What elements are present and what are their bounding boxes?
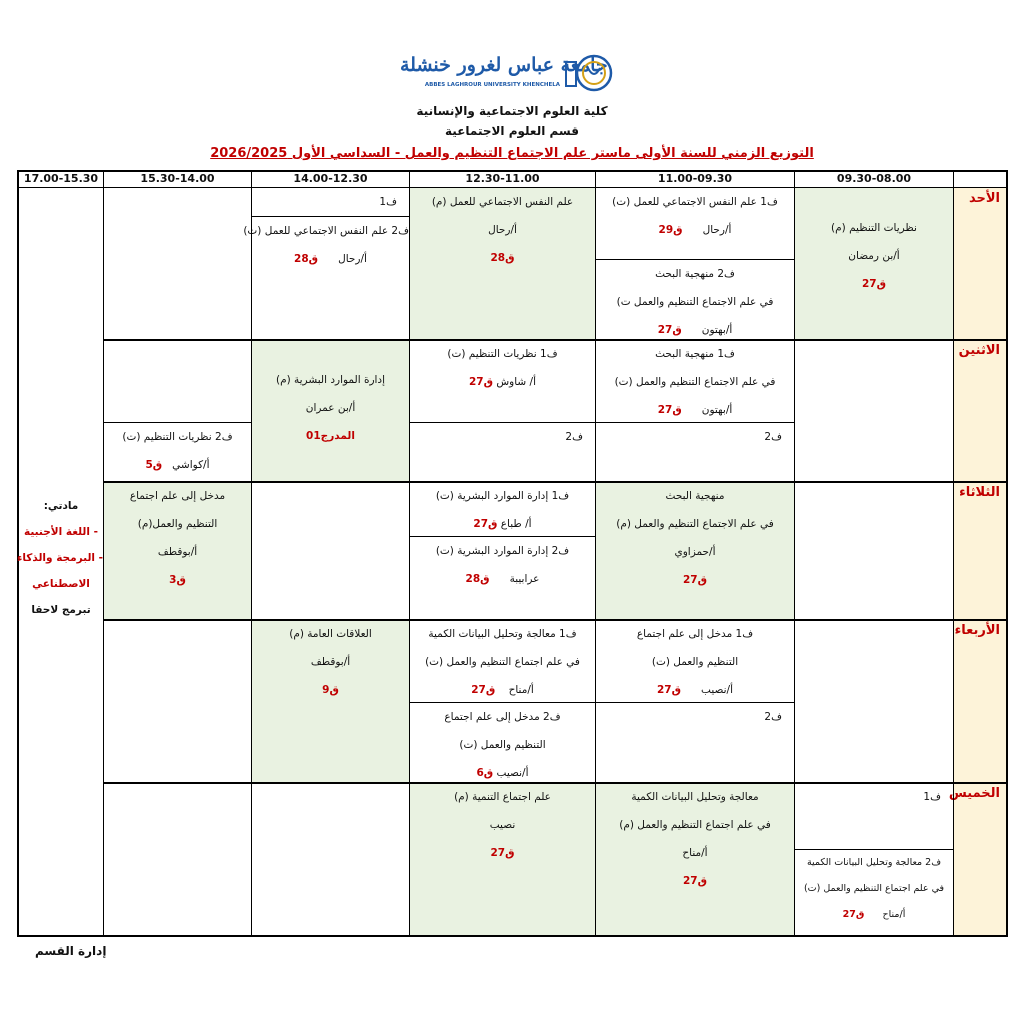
tue-slot5 (103, 481, 252, 620)
faculty-name: كلية العلوم الاجتماعية والإنسانية (416, 104, 608, 118)
day-wednesday: الأربعاء (953, 619, 1007, 783)
course-name: ف1 معالجة وتحليل البيانات الكمية (428, 628, 577, 640)
course-name: العلاقات العامة (م) (289, 628, 372, 640)
sun-slot2-group2 (595, 259, 795, 340)
course-subtitle: في علم الاجتماع التنظيم والعمل (م) (616, 518, 774, 530)
time-slot-3: 12.30-11.00 (409, 171, 596, 188)
tue-slot2 (595, 481, 795, 620)
sun-slot4-group2 (243, 216, 410, 340)
course-name: ف1 علم النفس الاجتماعي للعمل (ت) (612, 196, 778, 208)
sun-slot4-group1 (251, 187, 410, 217)
room-label: ق27 (682, 875, 707, 887)
mon-slot4 (251, 339, 410, 482)
mon-slot1 (794, 339, 954, 482)
course-name: مدخل إلى علم اجتماع (129, 490, 226, 502)
teacher-name: أ/نصيب (701, 684, 733, 696)
thu-slot3 (409, 782, 596, 936)
mon-slot3-group1 (409, 339, 596, 423)
day-monday: الاثنين (953, 339, 1007, 482)
teacher-name: أ/بن عمران (305, 402, 356, 414)
day-separator (103, 339, 1007, 341)
time-slot-5: 15.30-14.00 (103, 171, 252, 188)
course-name: منهجية البحث (665, 490, 725, 502)
wed-slot3-group2 (409, 702, 596, 783)
room-label: ق27 (656, 684, 681, 696)
course-name: نظريات التنظيم (م) (831, 222, 917, 234)
course-subtitle: في علم الاجتماع التنظيم والعمل ت) (616, 296, 774, 308)
thu-slot1-group1 (794, 782, 954, 850)
wed-slot4 (251, 619, 410, 783)
teacher-name: أ/رحال (338, 253, 367, 265)
course-name: ف2 منهجية البحث (655, 268, 735, 280)
teacher-name: أ/كواشي (172, 459, 210, 471)
teacher-name: أ/بن رمضان (848, 250, 900, 262)
teacher-name: أ/بوقطف (157, 546, 198, 558)
tue-slot4 (251, 481, 410, 620)
teacher-name: أ/مناح (882, 909, 906, 920)
mon-slot5-group1 (103, 339, 252, 423)
side-note-line-2: - اللغة الأجنبية (23, 526, 98, 538)
side-note-line-5: تبرمج لاحقا (31, 604, 91, 616)
day-thursday: الخميس (953, 782, 1007, 936)
room-label: ق27 (682, 574, 707, 586)
teacher-name: أ/ طباع (500, 518, 532, 530)
tue-slot3-group1 (409, 481, 596, 537)
logo-arabic-text: جامعة عباس لغرور خنشلة (400, 54, 608, 76)
group-label: ف1 (923, 791, 941, 803)
tue-slot3-group2 (409, 536, 596, 620)
teacher-name: أ/بهتون (701, 404, 733, 416)
mon-slot3-group2 (409, 422, 596, 482)
course-subtitle: في علم اجتماع التنظيم والعمل (ت) (803, 883, 945, 894)
teacher-name: أ/بهتون (701, 324, 733, 336)
room-label: ق28 (490, 252, 515, 264)
thu-slot4 (251, 782, 410, 936)
course-name: ف2 معالجة وتحليل البيانات الكمية (806, 857, 942, 868)
room-label: ق29 (658, 224, 683, 236)
time-slot-2: 11.00-09.30 (595, 171, 795, 188)
course-name: ف1 منهجية البحث (655, 348, 735, 360)
day-sunday: الأحد (953, 187, 1007, 340)
course-subtitle: في علم اجتماع التنظيم والعمل (ت) (425, 656, 580, 668)
time-slot-4: 14.00-12.30 (251, 171, 410, 188)
room-label: المدرج01 (306, 430, 355, 442)
group-label: ف1 (379, 196, 397, 208)
wed-slot5 (103, 619, 252, 783)
room-label: ق6 (476, 767, 494, 779)
time-slot-6: 17.00-15.30 (18, 171, 104, 188)
teacher-name: عرابيبة (509, 573, 540, 585)
course-name: ف1 مدخل إلى علم اجتماع (636, 628, 754, 640)
course-name: ف2 مدخل إلى علم اجتماع (444, 711, 561, 723)
footer-signature: إدارة القسم (35, 944, 107, 958)
sun-slot2-group1 (595, 187, 795, 260)
course-name: إدارة الموارد البشرية (م) (275, 374, 386, 386)
course-name: ف1 إدارة الموارد البشرية (ت) (435, 490, 570, 502)
day-separator (103, 619, 1007, 621)
course-subtitle: التنظيم والعمل (ت) (459, 739, 546, 751)
teacher-name: أ/نصيب (496, 767, 529, 779)
room-label: ق27 (468, 376, 493, 388)
university-emblem-icon (564, 54, 622, 92)
teacher-name: أ/مناح (682, 847, 708, 859)
course-name: ف1 نظريات التنظيم (ت) (447, 348, 558, 360)
sun-slot3 (409, 187, 596, 340)
sun-slot1 (794, 187, 954, 340)
side-note-line-3: - البرمجة والذكاء (16, 552, 103, 564)
side-note-line-1: مادتي: (43, 500, 79, 512)
thu-slot2 (595, 782, 795, 936)
side-note-line-4: الاصطناعي (32, 578, 90, 590)
room-label: ق27 (842, 909, 865, 920)
room-label: ق28 (465, 573, 490, 585)
mon-slot5-group2 (103, 422, 252, 482)
room-label: ق28 (294, 253, 319, 265)
room-label: ق27 (657, 404, 682, 416)
timetable-grid (17, 170, 1008, 937)
tue-slot1 (794, 481, 954, 620)
course-name: ف2 علم النفس الاجتماعي للعمل (ت) (243, 225, 409, 237)
course-name: علم النفس الاجتماعي للعمل (م) (431, 196, 574, 208)
course-subtitle: في علم الاجتماع التنظيم والعمل (ت) (614, 376, 776, 388)
course-subtitle: التنظيم والعمل(م) (137, 518, 218, 530)
time-slot-1: 09.30-08.00 (794, 171, 954, 188)
sun-slot5 (103, 187, 252, 340)
university-logo (400, 52, 624, 96)
day-separator (103, 782, 1007, 784)
teacher-name: أ/رحال (702, 224, 732, 236)
day-separator (103, 481, 1007, 483)
course-name: معالجة وتحليل البيانات الكمية (631, 791, 759, 803)
course-name: علم اجتماع التنمية (م) (454, 791, 551, 803)
teacher-name: نصيب (489, 819, 516, 831)
mon-slot2-group2 (595, 422, 795, 482)
room-label: ق27 (473, 518, 498, 530)
room-label: ق27 (861, 278, 886, 290)
teacher-name: أ/بوقطف (310, 656, 351, 668)
schedule-title: التوزيع الزمني للسنة الأولى ماستر علم الاجتماع التنظيم والعمل - السداسي الأول 2026/2025 (210, 146, 814, 161)
course-subtitle: في علم اجتماع التنظيم والعمل (م) (619, 819, 771, 831)
group-label: ف2 (565, 431, 583, 443)
wed-slot2-group2 (595, 702, 795, 783)
side-note (18, 187, 104, 936)
room-label: ق5 (145, 459, 163, 471)
teacher-name: أ/مناح (508, 684, 534, 696)
day-tuesday: الثلاثاء (953, 481, 1007, 620)
room-label: ق3 (169, 574, 186, 586)
room-label: ق27 (490, 847, 515, 859)
room-label: ق9 (322, 684, 339, 696)
mon-slot2-group1 (595, 339, 795, 423)
wed-slot2-group1 (595, 619, 795, 703)
corner-cell (953, 171, 1007, 188)
department-name: قسم العلوم الاجتماعية (445, 124, 579, 138)
thu-slot5 (103, 782, 252, 936)
logo-english-text: ABBES LAGHROUR UNIVERSITY KHENCHELA (424, 82, 560, 88)
teacher-name: أ/رحال (488, 224, 517, 236)
group-label: ف2 (764, 431, 782, 443)
teacher-name: أ/حمزاوي (674, 546, 716, 558)
course-name: ف2 نظريات التنظيم (ت) (122, 431, 233, 443)
room-label: ق27 (657, 324, 682, 336)
wed-slot3-group1 (409, 619, 596, 703)
room-label: ق27 (471, 684, 496, 696)
group-label: ف2 (764, 711, 782, 723)
course-name: ف2 إدارة الموارد البشرية (ت) (435, 545, 570, 557)
teacher-name: أ/ شاوش (496, 376, 537, 388)
thu-slot1-group2 (794, 849, 954, 936)
course-subtitle: التنظيم والعمل (ت) (651, 656, 739, 668)
wed-slot1 (794, 619, 954, 783)
